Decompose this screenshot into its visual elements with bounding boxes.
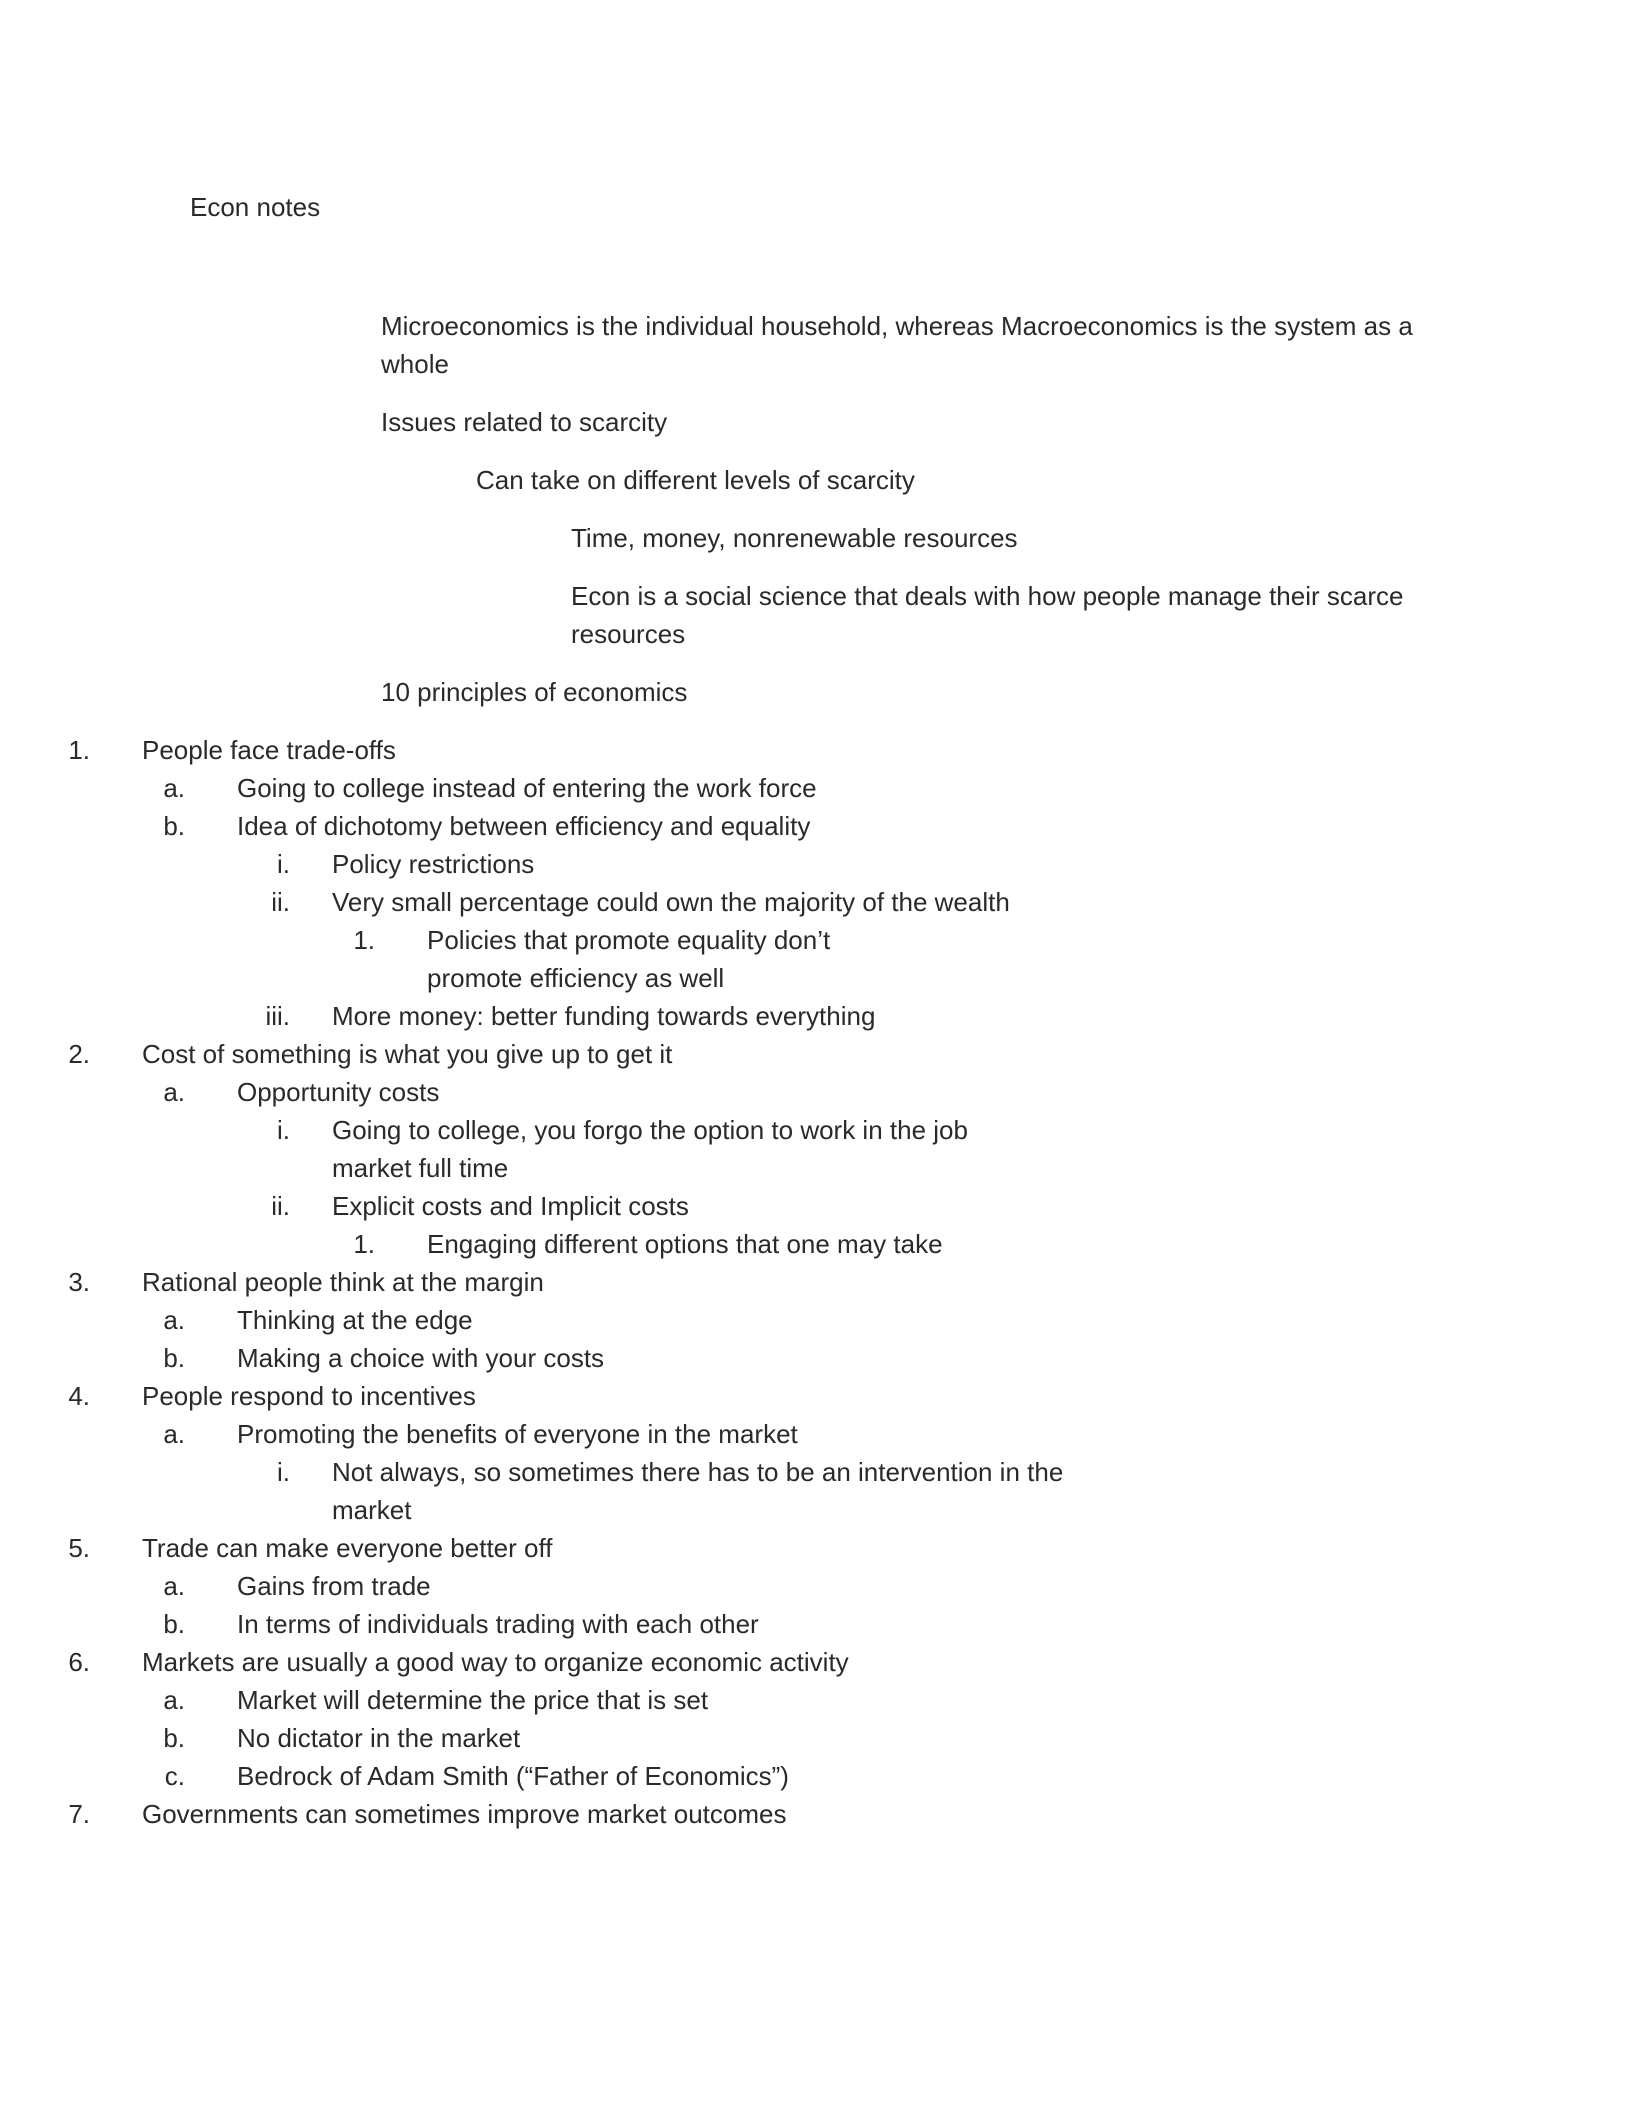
list-item-text: Cost of something is what you give up to get it xyxy=(142,1039,673,1069)
list-item xyxy=(0,1415,1431,1453)
list-item xyxy=(0,769,1431,807)
list-item-text: No dictator in the market xyxy=(237,1723,521,1753)
list-marker: ii. xyxy=(271,887,290,917)
list-item xyxy=(0,1567,1431,1605)
list-marker: a. xyxy=(163,1685,185,1715)
list-marker: a. xyxy=(163,1077,185,1107)
list-item-text: Engaging different options that one may take xyxy=(427,1229,943,1259)
paragraph-scarcity-issues: Issues related to scarcity xyxy=(381,407,668,437)
list-marker: i. xyxy=(277,1115,290,1145)
list-item-text: In terms of individuals trading with each other xyxy=(237,1609,759,1639)
principles-list xyxy=(0,731,1431,1833)
paragraph-micro-macro: Microeconomics is the individual household, whereas Macroeconomics is the system as a whole xyxy=(381,311,1413,379)
list-item xyxy=(0,1605,1431,1643)
list-item-text: More money: better funding towards everything xyxy=(332,1001,876,1031)
list-item xyxy=(0,1263,1431,1301)
list-item-text: Going to college instead of entering the work force xyxy=(237,773,817,803)
list-marker: i. xyxy=(277,1457,290,1487)
document-body xyxy=(68,307,1431,1833)
list-marker: 3. xyxy=(68,1267,90,1297)
list-item xyxy=(0,883,1431,921)
list-item xyxy=(0,1681,1431,1719)
list-item-text: Very small percentage could own the majority of the wealth xyxy=(332,887,1010,917)
list-marker: b. xyxy=(163,1609,185,1639)
paragraph-scarcity-levels: Can take on different levels of scarcity xyxy=(476,465,915,495)
list-item-text: Markets are usually a good way to organize economic activity xyxy=(142,1647,849,1677)
list-item xyxy=(0,1111,1050,1187)
list-item xyxy=(0,1225,1431,1263)
list-item xyxy=(0,1453,1107,1529)
list-item xyxy=(0,997,1431,1035)
list-item-text: Idea of dichotomy between efficiency and equality xyxy=(237,811,811,841)
list-item-text: Governments can sometimes improve market outcomes xyxy=(142,1799,787,1829)
paragraph-ten-principles: 10 principles of economics xyxy=(381,677,688,707)
paragraph-scarce-resources: Time, money, nonrenewable resources xyxy=(571,523,1018,553)
list-marker: 1. xyxy=(68,735,90,765)
paragraph-econ-definition: Econ is a social science that deals with how people manage their scarce resources xyxy=(571,581,1404,649)
list-marker: 1. xyxy=(353,925,375,955)
list-item-text: Not always, so sometimes there has to be an intervention in the market xyxy=(332,1457,1064,1525)
list-marker: b. xyxy=(163,811,185,841)
list-marker: ii. xyxy=(271,1191,290,1221)
list-marker: 7. xyxy=(68,1799,90,1829)
list-item xyxy=(0,731,1431,769)
list-marker: 6. xyxy=(68,1647,90,1677)
list-marker: b. xyxy=(163,1343,185,1373)
list-item xyxy=(0,1301,1431,1339)
list-marker: a. xyxy=(163,1419,185,1449)
list-item xyxy=(0,1795,1431,1833)
list-marker: 4. xyxy=(68,1381,90,1411)
list-marker: a. xyxy=(163,1305,185,1335)
list-item-text: Opportunity costs xyxy=(237,1077,440,1107)
list-item-text: Explicit costs and Implicit costs xyxy=(332,1191,689,1221)
list-marker: a. xyxy=(163,1571,185,1601)
list-item xyxy=(0,1757,1431,1795)
list-item-text: Market will determine the price that is set xyxy=(237,1685,709,1715)
list-item-text: Policies that promote equality don’t promote efficiency as well xyxy=(427,925,831,993)
list-item xyxy=(0,1643,1431,1681)
list-item xyxy=(0,1339,1431,1377)
list-item-text: Trade can make everyone better off xyxy=(142,1533,553,1563)
list-marker: 5. xyxy=(68,1533,90,1563)
list-item xyxy=(0,1719,1431,1757)
list-item-text: Promoting the benefits of everyone in the market xyxy=(237,1419,798,1449)
list-marker: 1. xyxy=(353,1229,375,1259)
list-item-text: Policy restrictions xyxy=(332,849,535,879)
list-marker: a. xyxy=(163,773,185,803)
list-item xyxy=(0,1529,1431,1567)
list-item xyxy=(0,1187,1431,1225)
list-item-text: People respond to incentives xyxy=(142,1381,476,1411)
list-marker: b. xyxy=(163,1723,185,1753)
list-item-text: Thinking at the edge xyxy=(237,1305,473,1335)
list-item xyxy=(0,845,1431,883)
list-marker: 2. xyxy=(68,1039,90,1069)
list-item-text: Rational people think at the margin xyxy=(142,1267,544,1297)
list-marker: c. xyxy=(164,1761,185,1791)
list-item xyxy=(0,921,927,997)
document-title: Econ notes xyxy=(190,192,321,222)
list-item xyxy=(0,1377,1431,1415)
list-item-text: Gains from trade xyxy=(237,1571,431,1601)
list-item-text: Going to college, you forgo the option to work in the job market full time xyxy=(332,1115,968,1183)
list-marker: i. xyxy=(277,849,290,879)
list-marker: iii. xyxy=(265,1001,290,1031)
list-item-text: Bedrock of Adam Smith (“Father of Economics”) xyxy=(237,1761,789,1791)
list-item-text: Making a choice with your costs xyxy=(237,1343,605,1373)
list-item xyxy=(0,1073,1431,1111)
list-item xyxy=(0,807,1431,845)
list-item-text: People face trade-offs xyxy=(142,735,396,765)
list-item xyxy=(0,1035,1431,1073)
